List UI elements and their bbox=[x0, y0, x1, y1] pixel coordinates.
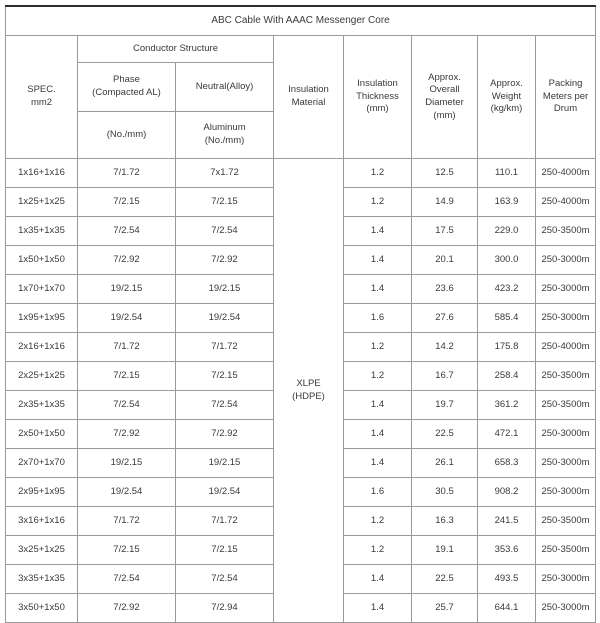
cell-thickness: 1.4 bbox=[344, 420, 412, 449]
cell-neutral: 7x1.72 bbox=[176, 159, 274, 188]
cell-packing: 250-3000m bbox=[536, 275, 596, 304]
cell-neutral: 7/2.15 bbox=[176, 362, 274, 391]
cell-packing: 250-3500m bbox=[536, 217, 596, 246]
header-insulation-material-line1: Insulation bbox=[288, 84, 329, 96]
cell-weight: 353.6 bbox=[478, 536, 536, 565]
header-weight-line2: Weight bbox=[491, 90, 522, 102]
cell-phase: 7/1.72 bbox=[78, 333, 176, 362]
cell-phase: 7/2.15 bbox=[78, 536, 176, 565]
cell-thickness: 1.6 bbox=[344, 478, 412, 507]
cell-neutral: 7/2.54 bbox=[176, 565, 274, 594]
cell-packing: 250-3000m bbox=[536, 478, 596, 507]
header-weight-line1: Approx. bbox=[490, 78, 523, 90]
cell-spec: 2x70+1x70 bbox=[6, 449, 78, 478]
table-title-row bbox=[6, 6, 596, 36]
header-overall-diameter-line1: Approx. bbox=[428, 71, 461, 83]
header-spec-line1: SPEC. bbox=[27, 84, 56, 96]
header-phase-line1: Phase bbox=[113, 74, 140, 86]
cell-phase: 7/2.54 bbox=[78, 565, 176, 594]
cell-phase: 7/2.54 bbox=[78, 391, 176, 420]
cell-spec: 2x25+1x25 bbox=[6, 362, 78, 391]
header-packing-line1: Packing bbox=[548, 78, 583, 90]
cell-thickness: 1.4 bbox=[344, 246, 412, 275]
header-phase bbox=[78, 63, 176, 112]
cell-thickness: 1.2 bbox=[344, 333, 412, 362]
cell-thickness: 1.4 bbox=[344, 594, 412, 623]
cell-thickness: 1.2 bbox=[344, 159, 412, 188]
cell-neutral: 19/2.54 bbox=[176, 304, 274, 333]
cell-packing: 250-3000m bbox=[536, 565, 596, 594]
cell-insulation-material bbox=[274, 159, 344, 623]
cell-neutral: 7/2.15 bbox=[176, 536, 274, 565]
cell-phase: 7/2.54 bbox=[78, 217, 176, 246]
cell-thickness: 1.6 bbox=[344, 304, 412, 333]
cell-thickness: 1.4 bbox=[344, 565, 412, 594]
cell-phase: 7/2.92 bbox=[78, 246, 176, 275]
cell-diameter: 14.2 bbox=[412, 333, 478, 362]
cell-weight: 163.9 bbox=[478, 188, 536, 217]
cell-packing: 250-4000m bbox=[536, 159, 596, 188]
header-phase-line2: (Compacted AL) bbox=[92, 87, 161, 98]
cell-thickness: 1.4 bbox=[344, 449, 412, 478]
table-title: ABC Cable With AAAC Messenger Core bbox=[6, 6, 596, 36]
cell-diameter: 20.1 bbox=[412, 246, 478, 275]
header-insulation-thickness bbox=[344, 36, 412, 159]
header-row-group bbox=[6, 36, 596, 63]
cell-packing: 250-3000m bbox=[536, 420, 596, 449]
cell-phase: 7/2.15 bbox=[78, 188, 176, 217]
cell-spec: 1x50+1x50 bbox=[6, 246, 78, 275]
header-spec bbox=[6, 36, 78, 159]
cell-weight: 258.4 bbox=[478, 362, 536, 391]
cell-diameter: 22.5 bbox=[412, 420, 478, 449]
cell-neutral: 19/2.15 bbox=[176, 449, 274, 478]
cell-diameter: 27.6 bbox=[412, 304, 478, 333]
header-overall-diameter-line2: Overall bbox=[429, 84, 460, 96]
cell-diameter: 30.5 bbox=[412, 478, 478, 507]
cell-spec: 3x25+1x25 bbox=[6, 536, 78, 565]
cell-packing: 250-3000m bbox=[536, 304, 596, 333]
header-weight-line3: (kg/km) bbox=[490, 103, 523, 115]
cell-spec: 1x16+1x16 bbox=[6, 159, 78, 188]
header-overall-diameter-line4: (mm) bbox=[433, 109, 456, 121]
header-insulation-material bbox=[274, 36, 344, 159]
cell-thickness: 1.2 bbox=[344, 536, 412, 565]
cell-phase: 7/2.15 bbox=[78, 362, 176, 391]
cell-spec: 2x50+1x50 bbox=[6, 420, 78, 449]
header-overall-diameter-line3: Diameter bbox=[425, 97, 464, 108]
cell-spec: 1x70+1x70 bbox=[6, 275, 78, 304]
cell-spec: 1x95+1x95 bbox=[6, 304, 78, 333]
header-packing bbox=[536, 36, 596, 159]
cell-thickness: 1.4 bbox=[344, 391, 412, 420]
cell-neutral: 7/2.54 bbox=[176, 391, 274, 420]
cell-spec: 3x50+1x50 bbox=[6, 594, 78, 623]
cell-spec: 2x16+1x16 bbox=[6, 333, 78, 362]
cell-neutral: 7/2.92 bbox=[176, 420, 274, 449]
cell-packing: 250-4000m bbox=[536, 333, 596, 362]
cell-phase: 19/2.54 bbox=[78, 304, 176, 333]
header-phase-unit: (No./mm) bbox=[78, 112, 176, 159]
cell-spec: 1x25+1x25 bbox=[6, 188, 78, 217]
cable-spec-table bbox=[5, 5, 596, 623]
cell-spec: 3x16+1x16 bbox=[6, 507, 78, 536]
cell-spec: 2x95+1x95 bbox=[6, 478, 78, 507]
header-insulation-thickness-line2: Thickness bbox=[356, 90, 399, 102]
cell-packing: 250-3000m bbox=[536, 246, 596, 275]
cell-neutral: 7/2.54 bbox=[176, 217, 274, 246]
table-row bbox=[6, 159, 596, 188]
cell-neutral: 7/1.72 bbox=[176, 333, 274, 362]
cell-diameter: 16.7 bbox=[412, 362, 478, 391]
header-packing-line3: Drum bbox=[553, 103, 578, 115]
cell-diameter: 17.5 bbox=[412, 217, 478, 246]
cell-thickness: 1.4 bbox=[344, 275, 412, 304]
cell-neutral: 19/2.54 bbox=[176, 478, 274, 507]
cell-diameter: 19.1 bbox=[412, 536, 478, 565]
spec-sheet bbox=[5, 5, 595, 613]
cell-phase: 7/2.92 bbox=[78, 594, 176, 623]
cell-packing: 250-3000m bbox=[536, 594, 596, 623]
cell-weight: 175.8 bbox=[478, 333, 536, 362]
cell-phase: 7/1.72 bbox=[78, 507, 176, 536]
header-packing-line2: Meters per bbox=[542, 90, 589, 102]
header-spec-line2: mm2 bbox=[30, 97, 53, 108]
cell-insulation-material-line1: XLPE bbox=[296, 377, 321, 389]
cell-thickness: 1.4 bbox=[344, 217, 412, 246]
cell-insulation-material-line2: (HDPE) bbox=[292, 390, 325, 402]
cell-weight: 658.3 bbox=[478, 449, 536, 478]
cell-weight: 110.1 bbox=[478, 159, 536, 188]
cell-phase: 7/1.72 bbox=[78, 159, 176, 188]
cell-phase: 19/2.15 bbox=[78, 449, 176, 478]
cell-diameter: 25.7 bbox=[412, 594, 478, 623]
cell-weight: 229.0 bbox=[478, 217, 536, 246]
header-insulation-thickness-line3: (mm) bbox=[366, 103, 389, 115]
cell-neutral: 7/2.94 bbox=[176, 594, 274, 623]
cell-phase: 19/2.15 bbox=[78, 275, 176, 304]
header-neutral-unit bbox=[176, 112, 274, 159]
cell-packing: 250-3500m bbox=[536, 507, 596, 536]
header-neutral-unit-line1: Aluminum bbox=[203, 122, 246, 134]
cell-weight: 472.1 bbox=[478, 420, 536, 449]
cell-thickness: 1.2 bbox=[344, 362, 412, 391]
cell-diameter: 14.9 bbox=[412, 188, 478, 217]
cell-diameter: 22.5 bbox=[412, 565, 478, 594]
header-neutral-unit-line2: (No./mm) bbox=[204, 135, 245, 146]
cell-diameter: 26.1 bbox=[412, 449, 478, 478]
cell-spec: 2x35+1x35 bbox=[6, 391, 78, 420]
cell-neutral: 7/1.72 bbox=[176, 507, 274, 536]
cell-phase: 7/2.92 bbox=[78, 420, 176, 449]
cell-packing: 250-4000m bbox=[536, 188, 596, 217]
header-insulation-thickness-line1: Insulation bbox=[357, 78, 398, 90]
cell-diameter: 12.5 bbox=[412, 159, 478, 188]
cell-spec: 3x35+1x35 bbox=[6, 565, 78, 594]
cell-weight: 644.1 bbox=[478, 594, 536, 623]
cell-diameter: 19.7 bbox=[412, 391, 478, 420]
header-weight bbox=[478, 36, 536, 159]
cell-weight: 423.2 bbox=[478, 275, 536, 304]
cell-weight: 361.2 bbox=[478, 391, 536, 420]
cell-weight: 585.4 bbox=[478, 304, 536, 333]
cell-neutral: 7/2.92 bbox=[176, 246, 274, 275]
header-conductor-structure: Conductor Structure bbox=[78, 36, 274, 63]
cell-weight: 300.0 bbox=[478, 246, 536, 275]
header-overall-diameter bbox=[412, 36, 478, 159]
cell-neutral: 7/2.15 bbox=[176, 188, 274, 217]
cell-weight: 908.2 bbox=[478, 478, 536, 507]
cell-spec: 1x35+1x35 bbox=[6, 217, 78, 246]
header-neutral: Neutral(Alloy) bbox=[176, 63, 274, 112]
table-body bbox=[6, 6, 596, 623]
cell-diameter: 16.3 bbox=[412, 507, 478, 536]
header-insulation-material-line2: Material bbox=[291, 97, 326, 108]
cell-packing: 250-3000m bbox=[536, 449, 596, 478]
cell-phase: 19/2.54 bbox=[78, 478, 176, 507]
cell-packing: 250-3500m bbox=[536, 536, 596, 565]
cell-neutral: 19/2.15 bbox=[176, 275, 274, 304]
cell-packing: 250-3500m bbox=[536, 362, 596, 391]
cell-thickness: 1.2 bbox=[344, 507, 412, 536]
cell-weight: 241.5 bbox=[478, 507, 536, 536]
cell-packing: 250-3500m bbox=[536, 391, 596, 420]
cell-diameter: 23.6 bbox=[412, 275, 478, 304]
cell-thickness: 1.2 bbox=[344, 188, 412, 217]
cell-weight: 493.5 bbox=[478, 565, 536, 594]
